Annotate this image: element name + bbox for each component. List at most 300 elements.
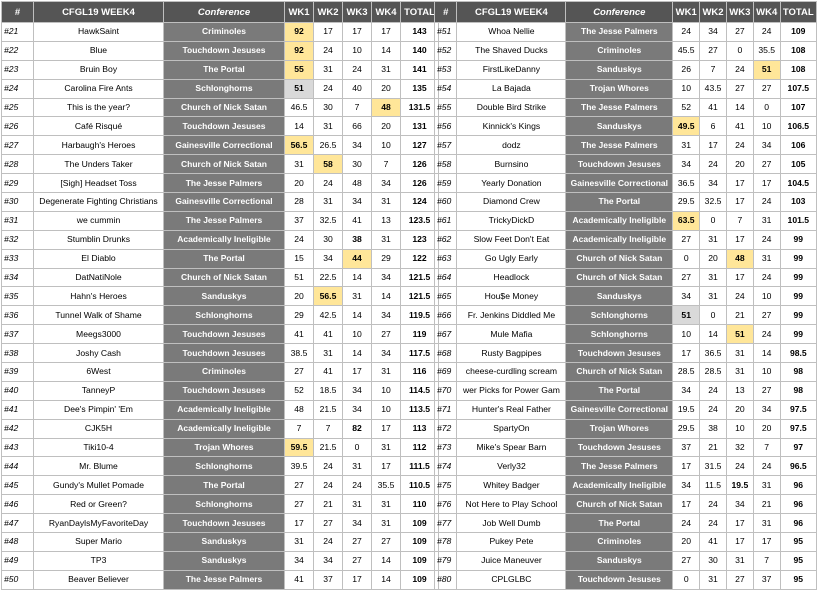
wk3-cell: 34 (726, 495, 753, 514)
rank-cell: #75 (435, 476, 457, 495)
conference-cell: Touchdown Jesuses (566, 570, 673, 589)
total-cell: 99 (780, 287, 816, 306)
total-cell: 131.5 (401, 98, 439, 117)
wk3-cell: 24 (726, 287, 753, 306)
wk2-cell: 58 (314, 155, 343, 174)
title-header: CFGL19 WEEK4 (457, 2, 566, 23)
rank-cell: #32 (2, 230, 34, 249)
conference-header: Conference (566, 2, 673, 23)
wk1-cell: 63.5 (673, 211, 700, 230)
conference-cell: Academically Ineligible (566, 476, 673, 495)
wk2-cell: 7 (700, 60, 727, 79)
wk1-cell: 37 (285, 211, 314, 230)
conference-cell: Touchdown Jesuses (566, 155, 673, 174)
wk1-cell: 34 (285, 551, 314, 570)
header-row (2, 2, 439, 23)
rank-cell: #43 (2, 438, 34, 457)
total-cell: 98 (780, 363, 816, 382)
conference-cell: Sanduskys (566, 287, 673, 306)
wk1-cell: 27 (673, 268, 700, 287)
conference-cell: The Jesse Palmers (566, 23, 673, 42)
wk1-cell: 29.5 (673, 419, 700, 438)
wk2-cell: 24 (314, 41, 343, 60)
wk2-cell: 24 (314, 457, 343, 476)
total-cell: 135 (401, 79, 439, 98)
team-name-cell: [Sigh] Headset Toss (34, 174, 164, 193)
wk3-cell: 31 (343, 287, 372, 306)
conference-cell: Academically Ineligible (566, 230, 673, 249)
rank-cell: #39 (2, 363, 34, 382)
wk4-cell: 7 (753, 438, 780, 457)
team-name-cell: Kinnick's Kings (457, 117, 566, 136)
table-row (435, 136, 817, 155)
wk4-cell: 17 (753, 174, 780, 193)
wk4-cell: 31 (753, 514, 780, 533)
conference-cell: The Portal (164, 60, 285, 79)
wk3-cell: 0 (343, 438, 372, 457)
wk1-header: WK1 (673, 2, 700, 23)
wk2-cell: 18.5 (314, 381, 343, 400)
wk2-cell: 24 (700, 381, 727, 400)
team-name-cell: Juice Maneuver (457, 551, 566, 570)
team-name-cell: TP3 (34, 551, 164, 570)
team-name-cell: Stumblin Drunks (34, 230, 164, 249)
rank-cell: #79 (435, 551, 457, 570)
wk1-cell: 27 (285, 363, 314, 382)
team-name-cell: TrickyDickD (457, 211, 566, 230)
wk3-cell: 19.5 (726, 476, 753, 495)
wk1-cell: 0 (673, 249, 700, 268)
conference-cell: Academically Ineligible (164, 230, 285, 249)
conference-cell: Gainesville Correctional (566, 400, 673, 419)
wk4-cell: 7 (372, 155, 401, 174)
wk2-cell: 27 (314, 514, 343, 533)
total-header: TOTAL (401, 2, 439, 23)
conference-cell: Schlonghorns (164, 495, 285, 514)
total-cell: 111.5 (401, 457, 439, 476)
wk4-cell: 14 (372, 287, 401, 306)
conference-cell: Criminoles (164, 23, 285, 42)
wk2-cell: 6 (700, 117, 727, 136)
wk2-cell: 24 (700, 400, 727, 419)
table-row (2, 98, 439, 117)
conference-cell: The Jesse Palmers (566, 457, 673, 476)
table-row (2, 268, 439, 287)
rank-cell: #61 (435, 211, 457, 230)
wk4-cell: 27 (753, 381, 780, 400)
wk2-cell: 27 (700, 41, 727, 60)
wk1-cell: 24 (673, 514, 700, 533)
team-name-cell: DatNatiNole (34, 268, 164, 287)
table-body (2, 23, 439, 590)
wk1-cell: 24 (673, 23, 700, 42)
wk2-cell: 32.5 (314, 211, 343, 230)
table-body (435, 23, 817, 590)
total-cell: 97 (780, 438, 816, 457)
table-row (2, 23, 439, 42)
total-cell: 127 (401, 136, 439, 155)
wk2-cell: 11.5 (700, 476, 727, 495)
wk1-cell: 27 (673, 230, 700, 249)
wk1-cell: 34 (673, 476, 700, 495)
wk3-cell: 24 (726, 457, 753, 476)
wk2-cell: 31 (700, 230, 727, 249)
wk4-cell: 24 (753, 193, 780, 212)
wk3-cell: 24 (726, 60, 753, 79)
rank-cell: #80 (435, 570, 457, 589)
wk2-cell: 24 (314, 476, 343, 495)
total-cell: 114.5 (401, 381, 439, 400)
wk4-cell: 14 (372, 570, 401, 589)
conference-cell: Academically Ineligible (164, 400, 285, 419)
wk4-cell: 34 (753, 136, 780, 155)
wk2-cell: 31 (314, 193, 343, 212)
standings-table-left (1, 1, 439, 590)
wk3-cell: 30 (343, 155, 372, 174)
wk1-cell: 24 (285, 230, 314, 249)
team-name-cell: Yearly Donation (457, 174, 566, 193)
team-name-cell: Mule Mafia (457, 325, 566, 344)
rank-cell: #58 (435, 155, 457, 174)
wk1-cell: 20 (285, 174, 314, 193)
team-name-cell: Go Ugly Early (457, 249, 566, 268)
total-cell: 126 (401, 155, 439, 174)
wk1-cell: 17 (673, 344, 700, 363)
table-row (435, 400, 817, 419)
team-name-cell: Carolina Fire Ants (34, 79, 164, 98)
wk4-cell: 10 (372, 400, 401, 419)
wk2-cell: 17 (700, 136, 727, 155)
wk1-cell: 31 (673, 136, 700, 155)
conference-cell: The Jesse Palmers (566, 98, 673, 117)
title-header: CFGL19 WEEK4 (34, 2, 164, 23)
table-row (2, 193, 439, 212)
wk1-cell: 48 (285, 400, 314, 419)
wk3-cell: 31 (726, 551, 753, 570)
wk1-cell: 28 (285, 193, 314, 212)
team-name-cell: Café Risqué (34, 117, 164, 136)
wk4-cell: 31 (372, 363, 401, 382)
table-row (435, 306, 817, 325)
rank-cell: #55 (435, 98, 457, 117)
rank-cell: #33 (2, 249, 34, 268)
team-name-cell: Tiki10-4 (34, 438, 164, 457)
team-name-cell: Whitey Badger (457, 476, 566, 495)
wk3-cell: 32 (726, 438, 753, 457)
conference-cell: The Jesse Palmers (164, 570, 285, 589)
table-row (2, 457, 439, 476)
rank-cell: #42 (2, 419, 34, 438)
wk4-cell: 35.5 (753, 41, 780, 60)
conference-cell: Church of Nick Satan (164, 155, 285, 174)
wk1-cell: 34 (673, 287, 700, 306)
wk4-cell: 24 (753, 23, 780, 42)
table-row (435, 41, 817, 60)
rank-cell: #35 (2, 287, 34, 306)
team-name-cell: Degenerate Fighting Christians (34, 193, 164, 212)
conference-cell: Schlonghorns (164, 79, 285, 98)
wk4-cell: 31 (753, 476, 780, 495)
wk4-cell: 10 (753, 363, 780, 382)
wk1-cell: 51 (673, 306, 700, 325)
wk2-cell: 30 (700, 551, 727, 570)
wk1-cell: 49.5 (673, 117, 700, 136)
conference-cell: Touchdown Jesuses (164, 117, 285, 136)
table-row (2, 514, 439, 533)
wk3-cell: 27 (726, 79, 753, 98)
wk4-cell: 34 (372, 174, 401, 193)
wk3-cell: 27 (726, 23, 753, 42)
rank-cell: #24 (2, 79, 34, 98)
wk3-cell: 17 (726, 268, 753, 287)
rank-header: # (2, 2, 34, 23)
wk4-cell: 34 (753, 400, 780, 419)
rank-cell: #48 (2, 533, 34, 552)
wk4-cell: 31 (372, 514, 401, 533)
wk4-cell: 0 (753, 98, 780, 117)
conference-cell: Touchdown Jesuses (164, 344, 285, 363)
conference-cell: Academically Ineligible (566, 211, 673, 230)
conference-cell: Schlonghorns (164, 306, 285, 325)
wk3-cell: 20 (726, 155, 753, 174)
team-name-cell: Bruin Boy (34, 60, 164, 79)
wk2-cell: 31 (314, 344, 343, 363)
wk1-cell: 38.5 (285, 344, 314, 363)
team-name-cell: Diamond Crew (457, 193, 566, 212)
wk1-cell: 27 (673, 551, 700, 570)
wk1-cell: 20 (673, 533, 700, 552)
table-row (2, 400, 439, 419)
wk4-cell: 27 (753, 79, 780, 98)
team-name-cell: Verly32 (457, 457, 566, 476)
conference-cell: Church of Nick Satan (566, 495, 673, 514)
wk1-cell: 15 (285, 249, 314, 268)
rank-cell: #60 (435, 193, 457, 212)
team-name-cell: Meegs3000 (34, 325, 164, 344)
wk2-cell: 34 (314, 249, 343, 268)
rank-cell: #76 (435, 495, 457, 514)
wk1-cell: 92 (285, 23, 314, 42)
team-name-cell: SpartyOn (457, 419, 566, 438)
team-name-cell: TanneyP (34, 381, 164, 400)
conference-cell: Church of Nick Satan (164, 98, 285, 117)
wk2-cell: 37 (314, 570, 343, 589)
wk1-cell: 31 (285, 155, 314, 174)
conference-cell: Trojan Whores (566, 79, 673, 98)
wk1-cell: 92 (285, 41, 314, 60)
team-name-cell: Pukey Pete (457, 533, 566, 552)
conference-cell: Sanduskys (566, 117, 673, 136)
wk1-cell: 19.5 (673, 400, 700, 419)
rank-cell: #73 (435, 438, 457, 457)
wk3-cell: 17 (726, 533, 753, 552)
table-row (435, 174, 817, 193)
conference-cell: The Portal (566, 514, 673, 533)
total-cell: 122 (401, 249, 439, 268)
total-cell: 109 (401, 570, 439, 589)
team-name-cell: Hou$e Money (457, 287, 566, 306)
wk2-cell: 30 (314, 98, 343, 117)
wk1-cell: 52 (673, 98, 700, 117)
wk2-cell: 41 (314, 363, 343, 382)
wk3-cell: 14 (343, 344, 372, 363)
conference-header: Conference (164, 2, 285, 23)
wk4-cell: 51 (753, 60, 780, 79)
table-row (435, 230, 817, 249)
rank-cell: #52 (435, 41, 457, 60)
table-row (2, 419, 439, 438)
team-name-cell: Super Mario (34, 533, 164, 552)
table-row (2, 136, 439, 155)
wk3-cell: 34 (343, 381, 372, 400)
conference-cell: Touchdown Jesuses (164, 41, 285, 60)
wk2-cell: 24 (700, 155, 727, 174)
wk1-cell: 17 (285, 514, 314, 533)
wk4-cell: 27 (753, 306, 780, 325)
table-row (435, 363, 817, 382)
wk4-cell: 14 (372, 551, 401, 570)
wk4-cell: 34 (372, 268, 401, 287)
table-row (435, 419, 817, 438)
wk1-cell: 10 (673, 79, 700, 98)
rank-cell: #59 (435, 174, 457, 193)
wk3-cell: 14 (343, 306, 372, 325)
team-name-cell: Hunter's Real Father (457, 400, 566, 419)
wk4-cell: 24 (753, 268, 780, 287)
wk4-cell: 7 (753, 551, 780, 570)
wk2-cell: 41 (700, 98, 727, 117)
wk1-cell: 29 (285, 306, 314, 325)
wk3-cell: 17 (343, 363, 372, 382)
wk1-cell: 27 (285, 476, 314, 495)
total-cell: 98.5 (780, 344, 816, 363)
wk1-cell: 51 (285, 268, 314, 287)
wk3-cell: 38 (343, 230, 372, 249)
table-row (435, 211, 817, 230)
team-name-cell: cheese-curdling scream (457, 363, 566, 382)
table-row (2, 344, 439, 363)
table-row (2, 211, 439, 230)
wk1-cell: 55 (285, 60, 314, 79)
table-row (2, 41, 439, 60)
team-name-cell: La Bajada (457, 79, 566, 98)
total-cell: 105 (780, 155, 816, 174)
wk3-cell: 34 (343, 193, 372, 212)
wk2-cell: 31 (700, 287, 727, 306)
table-row (435, 551, 817, 570)
team-name-cell: Job Well Dumb (457, 514, 566, 533)
total-cell: 110 (401, 495, 439, 514)
rank-cell: #78 (435, 533, 457, 552)
wk4-cell: 17 (372, 419, 401, 438)
total-cell: 103 (780, 193, 816, 212)
total-cell: 99 (780, 306, 816, 325)
conference-cell: Church of Nick Satan (566, 268, 673, 287)
wk1-cell: 31 (285, 533, 314, 552)
team-name-cell: wer Picks for Power Gam (457, 381, 566, 400)
wk2-cell: 38 (700, 419, 727, 438)
wk1-cell: 17 (673, 495, 700, 514)
conference-cell: Touchdown Jesuses (164, 325, 285, 344)
conference-cell: Touchdown Jesuses (566, 344, 673, 363)
conference-cell: Touchdown Jesuses (566, 438, 673, 457)
rank-cell: #45 (2, 476, 34, 495)
table-row (2, 381, 439, 400)
total-cell: 98 (780, 381, 816, 400)
wk4-cell: 10 (753, 117, 780, 136)
wk3-cell: 7 (726, 211, 753, 230)
team-name-cell: Dee's Pimpin' 'Em (34, 400, 164, 419)
team-name-cell: 6West (34, 363, 164, 382)
wk4-cell: 35.5 (372, 476, 401, 495)
rank-cell: #53 (435, 60, 457, 79)
table-row (435, 23, 817, 42)
wk1-cell: 34 (673, 155, 700, 174)
table-row (435, 476, 817, 495)
rank-cell: #68 (435, 344, 457, 363)
table-row (2, 551, 439, 570)
wk4-cell: 20 (372, 117, 401, 136)
table-row (435, 287, 817, 306)
wk2-cell: 31.5 (700, 457, 727, 476)
wk3-cell: 14 (343, 268, 372, 287)
wk4-cell: 34 (372, 306, 401, 325)
wk3-cell: 31 (343, 495, 372, 514)
wk3-cell: 7 (343, 98, 372, 117)
table-row (2, 438, 439, 457)
wk1-cell: 14 (285, 117, 314, 136)
total-header: TOTAL (780, 2, 816, 23)
total-cell: 97.5 (780, 400, 816, 419)
rank-cell: #36 (2, 306, 34, 325)
total-cell: 116 (401, 363, 439, 382)
wk4-header: WK4 (372, 2, 401, 23)
conference-cell: Schlonghorns (164, 457, 285, 476)
table-row (2, 570, 439, 589)
team-name-cell: Harbaugh's Heroes (34, 136, 164, 155)
team-name-cell: Hahn's Heroes (34, 287, 164, 306)
conference-cell: Church of Nick Satan (566, 249, 673, 268)
total-cell: 123 (401, 230, 439, 249)
team-name-cell: Mike's Spear Barn (457, 438, 566, 457)
table-row (2, 230, 439, 249)
wk4-cell: 31 (372, 230, 401, 249)
total-cell: 112 (401, 438, 439, 457)
conference-cell: The Portal (164, 249, 285, 268)
total-cell: 110.5 (401, 476, 439, 495)
total-cell: 99 (780, 249, 816, 268)
conference-cell: Touchdown Jesuses (164, 381, 285, 400)
total-cell: 106 (780, 136, 816, 155)
team-name-cell: Fr. Jenkins Diddled Me (457, 306, 566, 325)
team-name-cell: RyanDaylsMyFavoriteDay (34, 514, 164, 533)
wk1-cell: 28.5 (673, 363, 700, 382)
rank-cell: #22 (2, 41, 34, 60)
wk4-cell: 14 (372, 41, 401, 60)
wk3-cell: 17 (726, 193, 753, 212)
conference-cell: Trojan Whores (164, 438, 285, 457)
wk2-cell: 31 (700, 570, 727, 589)
wk2-cell: 17 (314, 23, 343, 42)
wk1-cell: 52 (285, 381, 314, 400)
wk3-cell: 31 (726, 363, 753, 382)
total-cell: 131 (401, 117, 439, 136)
wk2-cell: 41 (700, 533, 727, 552)
total-cell: 143 (401, 23, 439, 42)
wk2-cell: 22.5 (314, 268, 343, 287)
wk4-cell: 31 (372, 193, 401, 212)
wk2-cell: 31 (314, 117, 343, 136)
